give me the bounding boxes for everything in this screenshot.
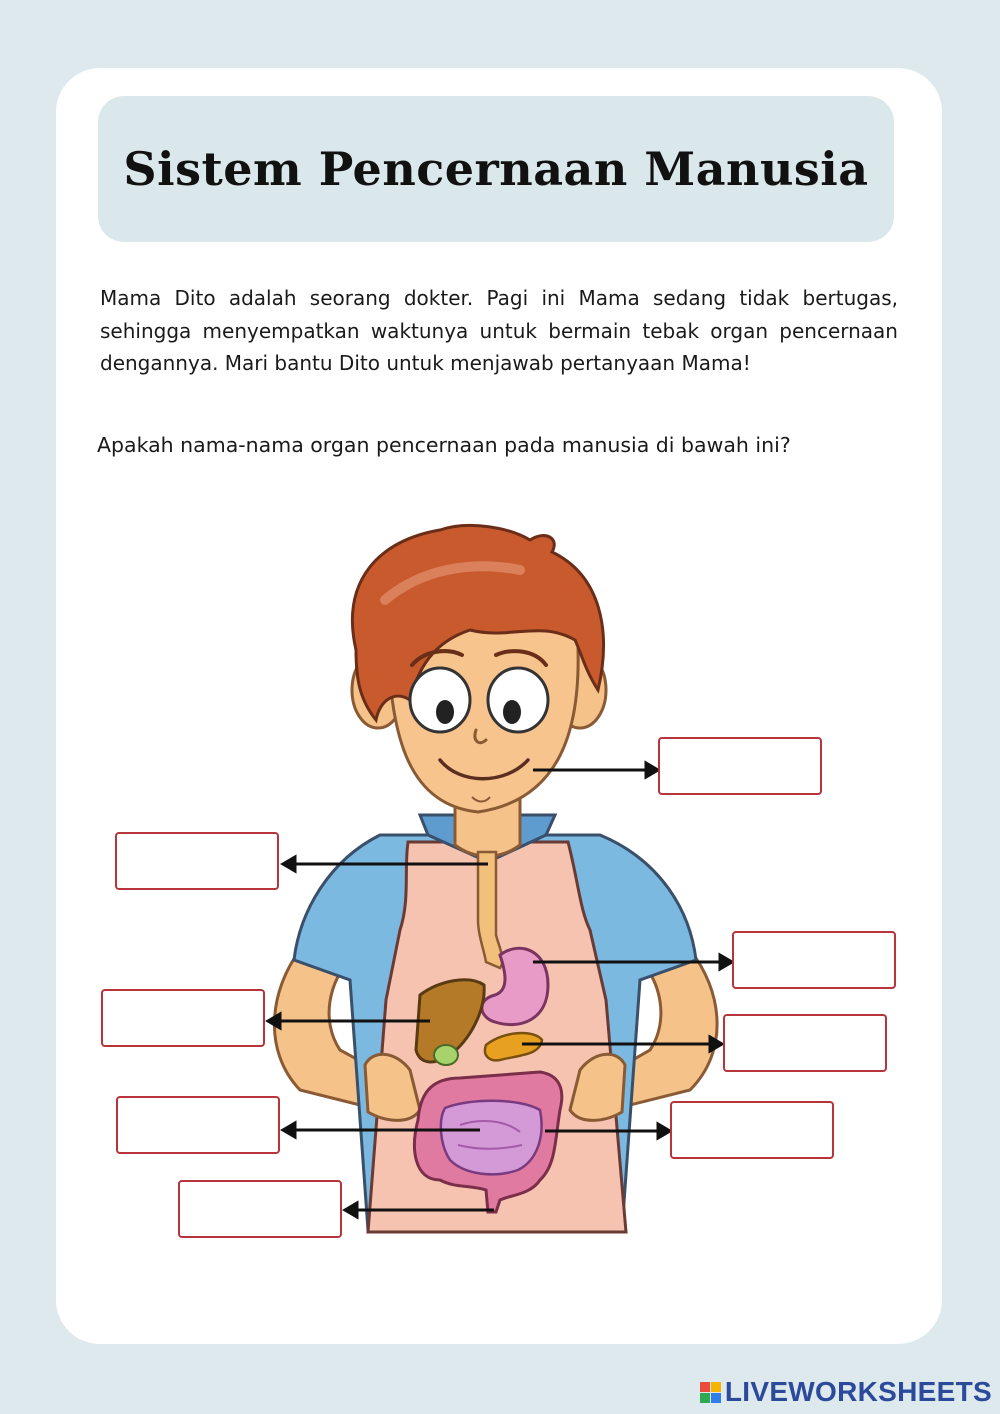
answer-box-small-intestine[interactable] xyxy=(116,1096,280,1154)
page-title: Sistem Pencernaan Manusia xyxy=(123,142,869,196)
brand-name: LIVEWORKSHEETS xyxy=(724,1376,992,1407)
answer-box-pancreas[interactable] xyxy=(723,1014,887,1072)
small-intestine xyxy=(441,1101,542,1175)
right-pupil xyxy=(503,700,521,724)
brand-square-blue xyxy=(711,1393,721,1403)
intro-paragraph: Mama Dito adalah seorang dokter. Pagi ini Mama sedang tidak bertugas, sehingga menyempatkan waktunya untuk bermain tebak organ pencernaan dengannya. Mari bantu Dito untuk menjawab pertanyaan Mama! xyxy=(100,286,898,375)
answer-box-mouth[interactable] xyxy=(658,737,822,795)
answer-box-rectum[interactable] xyxy=(178,1180,342,1238)
right-eye xyxy=(488,668,548,732)
left-pupil xyxy=(436,700,454,724)
answer-box-stomach[interactable] xyxy=(732,931,896,989)
answer-box-esophagus[interactable] xyxy=(115,832,279,890)
brand-square-yellow xyxy=(711,1382,721,1392)
left-eye xyxy=(410,668,470,732)
question-text: Apakah nama-nama organ pencernaan pada manusia di bawah ini? xyxy=(97,433,791,457)
answer-box-large-intestine[interactable] xyxy=(670,1101,834,1159)
liveworksheets-brand[interactable] xyxy=(700,1376,992,1408)
gall-bladder xyxy=(434,1045,458,1065)
brand-square-red xyxy=(700,1382,710,1392)
brand-logo-icon xyxy=(700,1382,721,1403)
brand-square-green xyxy=(700,1393,710,1403)
answer-box-liver[interactable] xyxy=(101,989,265,1047)
